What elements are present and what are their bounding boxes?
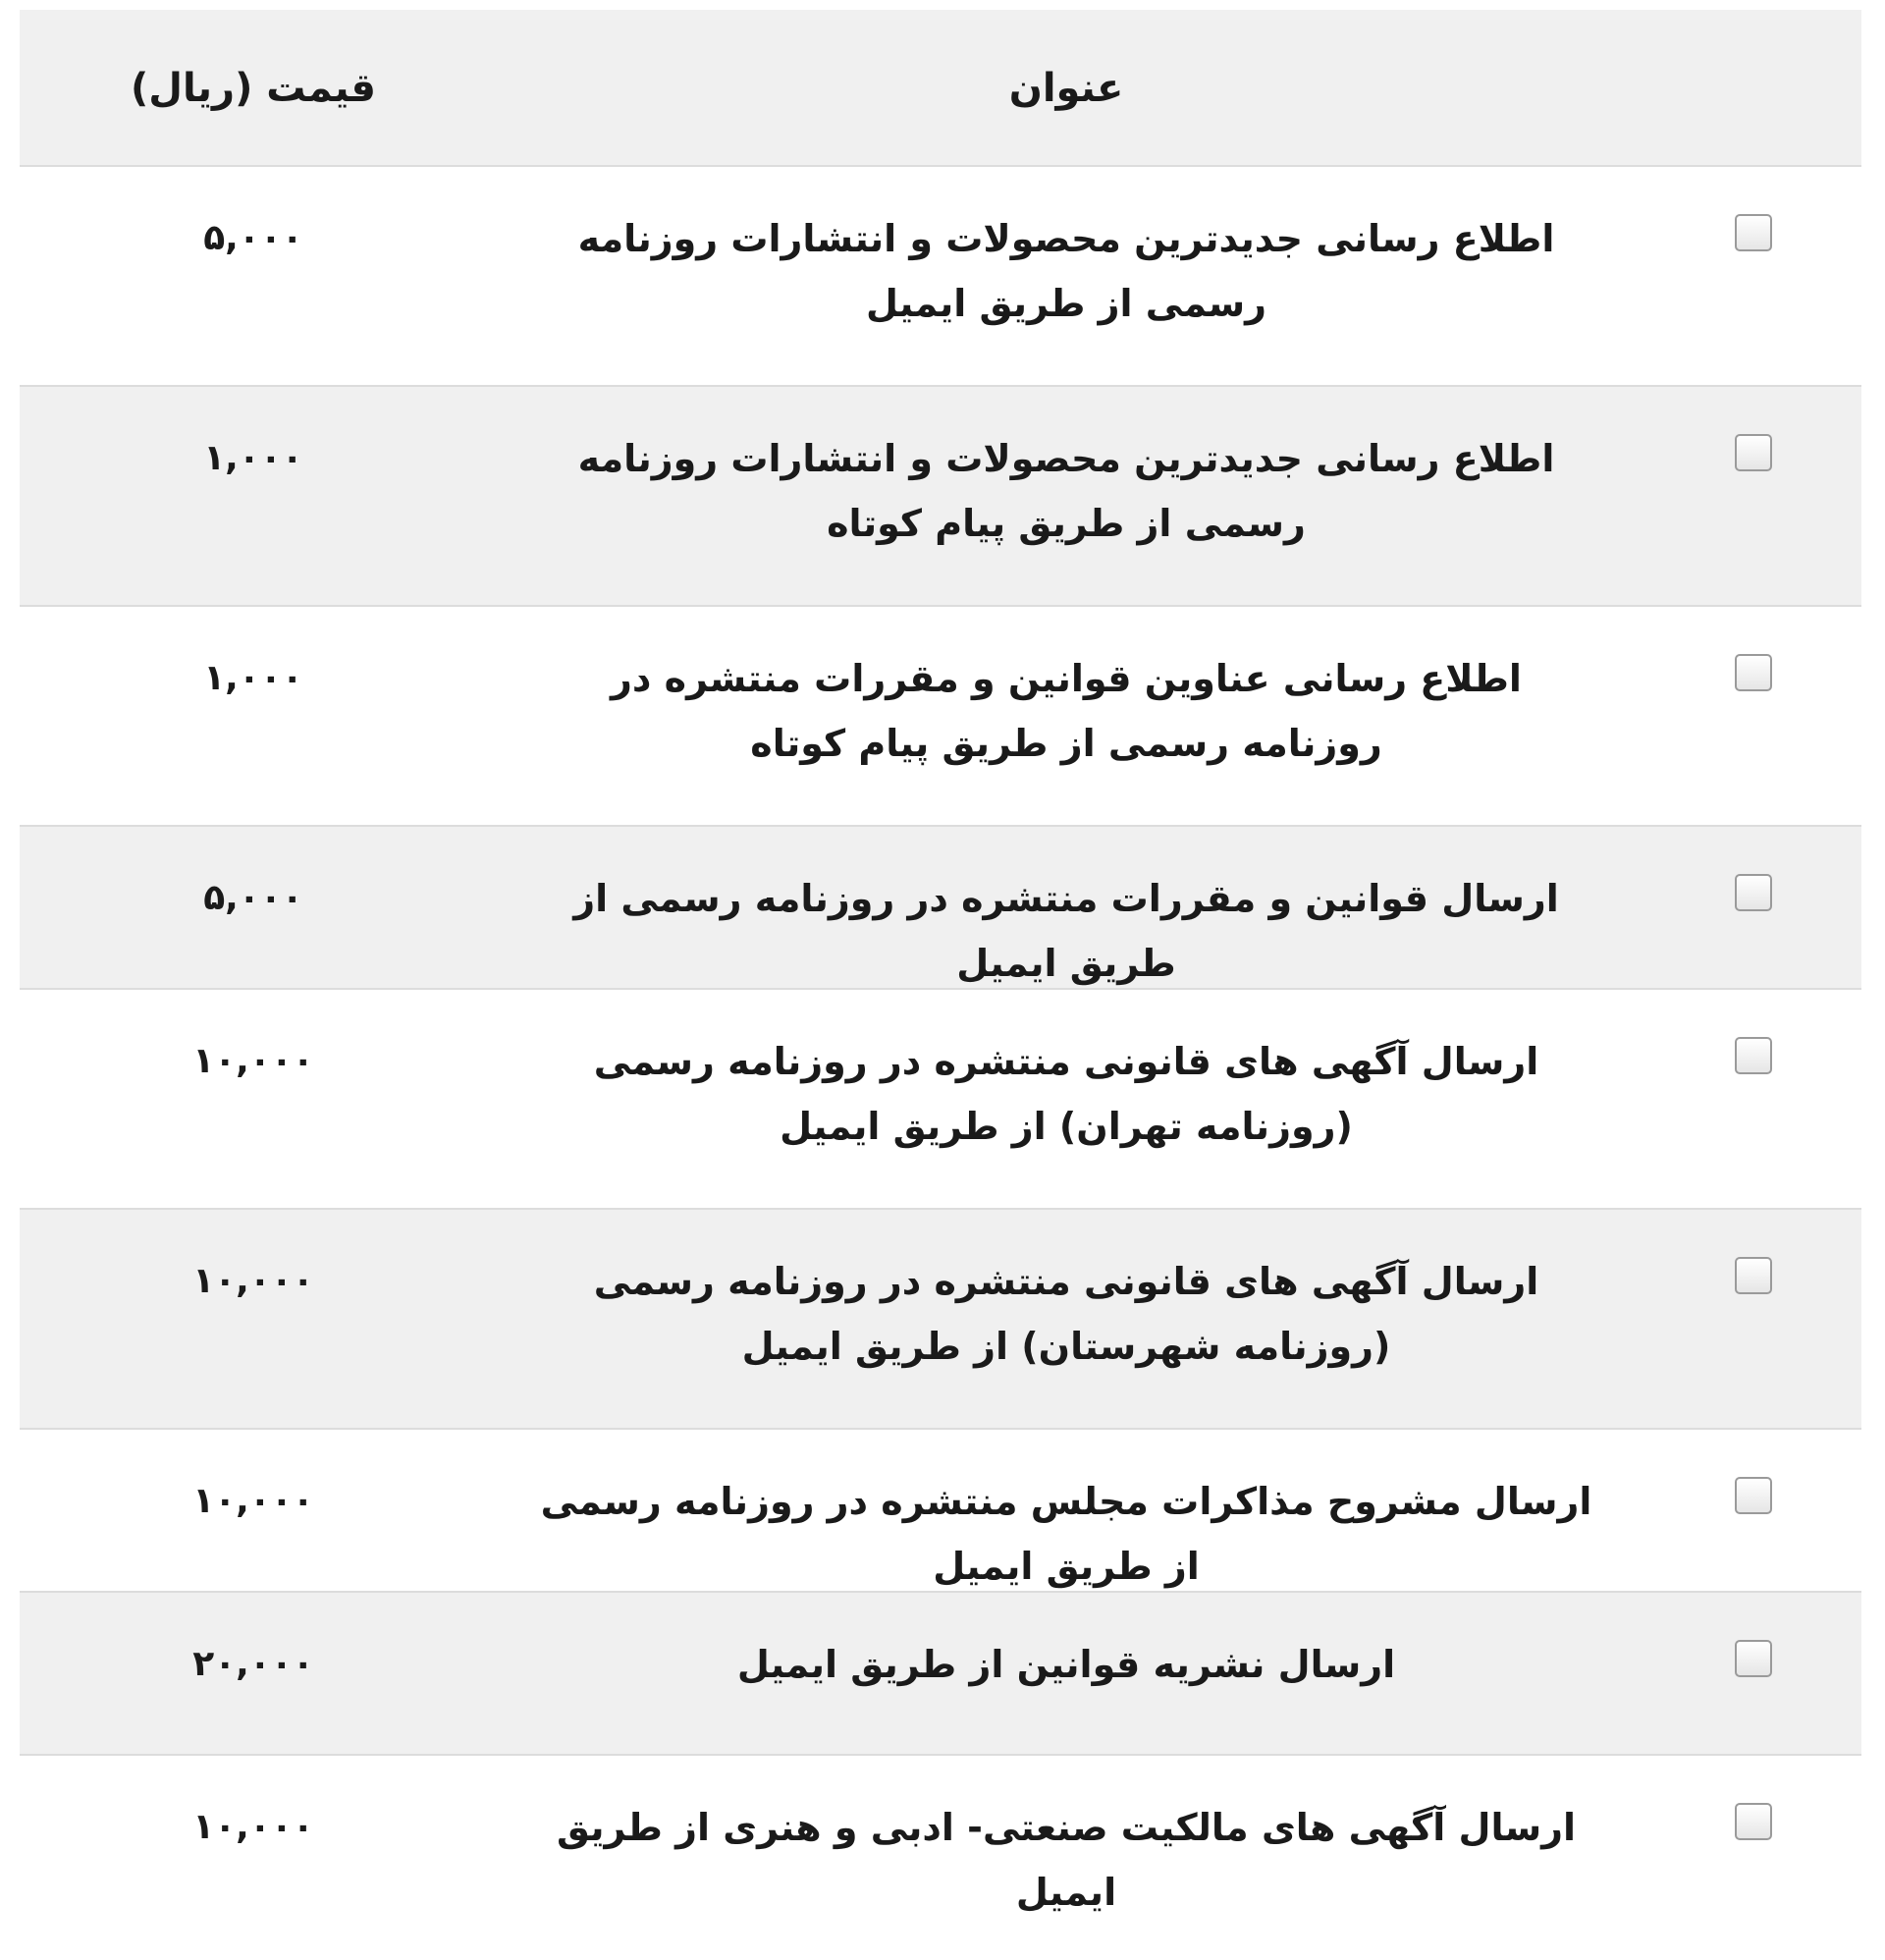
table-row <box>20 1210 1861 1430</box>
row-checkbox[interactable] <box>1735 1803 1772 1840</box>
row-title: ارسال آگهی های قانونی منتشره در روزنامه رسمی (روزنامه تهران) از طریق ایمیل <box>593 1040 1539 1148</box>
row-checkbox[interactable] <box>1735 1477 1772 1514</box>
row-title: ارسال نشریه قوانین از طریق ایمیل <box>736 1643 1396 1686</box>
row-price: ۱۰,۰۰۰ <box>192 1041 314 1081</box>
table-row <box>20 1756 1861 1919</box>
table-row <box>20 827 1861 990</box>
row-checkbox[interactable] <box>1735 214 1772 251</box>
row-checkbox-cell <box>1645 167 1861 385</box>
row-checkbox[interactable] <box>1735 1640 1772 1677</box>
row-price: ۵,۰۰۰ <box>203 218 303 258</box>
row-checkbox-cell <box>1645 607 1861 825</box>
row-title: اطلاع رسانی جدیدترین محصولات و انتشارات روزنامه رسمی از طریق ایمیل <box>577 217 1555 325</box>
table-row <box>20 167 1861 387</box>
header-price: قیمت (ریال) <box>131 66 376 111</box>
row-title: ارسال آگهی های قانونی منتشره در روزنامه رسمی (روزنامه شهرستان) از طریق ایمیل <box>593 1260 1539 1368</box>
row-checkbox[interactable] <box>1735 874 1772 911</box>
row-title: ارسال مشروح مذاکرات مجلس منتشره در روزنامه رسمی از طریق ایمیل <box>540 1480 1592 1588</box>
row-checkbox-cell <box>1645 1593 1861 1754</box>
table-row <box>20 1430 1861 1593</box>
row-title: ارسال آگهی های مالکیت صنعتی- ادبی و هنری از طریق ایمیل <box>556 1806 1577 1914</box>
row-checkbox-cell <box>1645 1756 1861 1960</box>
row-price: ۱۰,۰۰۰ <box>192 1261 314 1301</box>
row-checkbox[interactable] <box>1735 654 1772 691</box>
row-price: ۱۰,۰۰۰ <box>192 1807 314 1847</box>
table-row <box>20 387 1861 607</box>
row-checkbox-cell <box>1645 387 1861 605</box>
row-checkbox[interactable] <box>1735 434 1772 471</box>
table-row <box>20 990 1861 1210</box>
row-checkbox[interactable] <box>1735 1037 1772 1074</box>
row-title: ارسال قوانین و مقررات منتشره در روزنامه رسمی از طریق ایمیل <box>573 877 1559 985</box>
row-checkbox-cell <box>1645 990 1861 1208</box>
header-title: عنوان <box>1008 66 1124 111</box>
table-row <box>20 607 1861 827</box>
row-price: ۱,۰۰۰ <box>203 658 303 698</box>
row-checkbox-cell <box>1645 1210 1861 1428</box>
row-price: ۱,۰۰۰ <box>203 438 303 478</box>
subscription-table <box>20 10 1861 1919</box>
table-row <box>20 1593 1861 1756</box>
row-price: ۵,۰۰۰ <box>203 878 303 918</box>
row-price: ۱۰,۰۰۰ <box>192 1481 314 1521</box>
row-price: ۲۰,۰۰۰ <box>192 1644 314 1684</box>
table-header-row <box>20 10 1861 167</box>
row-title: اطلاع رسانی عناوین قوانین و مقررات منتشره در روزنامه رسمی از طریق پیام کوتاه <box>611 657 1522 765</box>
row-title: اطلاع رسانی جدیدترین محصولات و انتشارات روزنامه رسمی از طریق پیام کوتاه <box>577 437 1555 545</box>
row-checkbox[interactable] <box>1735 1257 1772 1294</box>
